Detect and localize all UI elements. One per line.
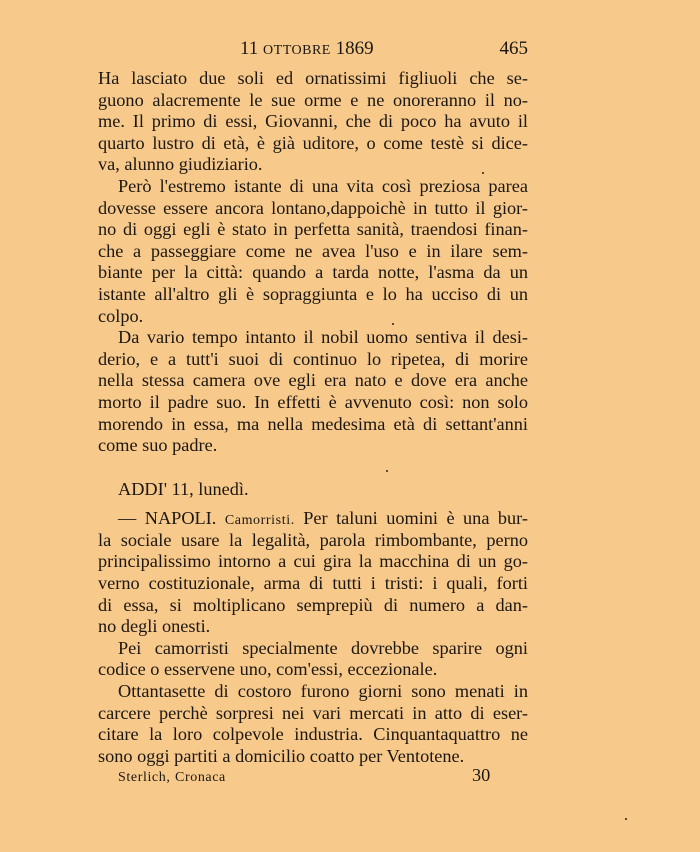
text-line: quarto lustro di età, è già uditore, o come testè si dice- bbox=[98, 132, 528, 153]
page-footer bbox=[98, 765, 528, 787]
text-line: principalissimo intorno a cui gira la macchina di un go- bbox=[98, 551, 528, 572]
text-line: colpo. bbox=[98, 305, 144, 326]
text-line: Da vario tempo intanto il nobil uomo sentiva il desi- bbox=[118, 327, 528, 348]
paragraph bbox=[98, 176, 528, 327]
date-year: 1869 bbox=[335, 38, 374, 59]
text-line: no degli onesti. bbox=[98, 616, 211, 637]
print-speck bbox=[386, 470, 388, 472]
print-speck bbox=[482, 172, 484, 174]
spacer bbox=[98, 500, 528, 508]
text-line: biante per la città: quando a tarda notte, l'asma da un bbox=[98, 262, 528, 283]
running-head bbox=[98, 38, 528, 64]
text-line: va, alunno giudiziario. bbox=[98, 154, 263, 175]
text-line: guono alacremente le sue orme e ne onoreranno il no- bbox=[98, 89, 528, 110]
text-line: la sociale usare la legalità, parola rimbombante, perno bbox=[98, 529, 528, 550]
news-topic: Camorristi. bbox=[224, 513, 295, 529]
text-line: morto il padre suo. In effetti è avvenuto così: non solo bbox=[98, 391, 528, 412]
footer-work: Cronaca bbox=[175, 770, 226, 785]
signature-number: 30 bbox=[472, 765, 491, 785]
text-line: no di oggi egli è stato in perfetta sanità, traendosi finan- bbox=[98, 219, 528, 240]
text-line: che a passeggiare come ne avea l'uso e in ilare sem- bbox=[98, 240, 528, 261]
text-line: derio, e a tutt'i suoi di continuo lo ripetea, di morire bbox=[98, 348, 528, 369]
text-line: Pei camorristi specialmente dovrebbe sparire ogni bbox=[118, 637, 528, 658]
footer-author: Sterlich, bbox=[118, 770, 171, 785]
text-line: verno costituzionale, arma di tutti i tristi: i quali, forti bbox=[98, 573, 528, 594]
paragraph bbox=[98, 68, 528, 176]
text-line: di essa, si moltiplicano semprepiù di numero a dan- bbox=[98, 594, 528, 615]
body-text bbox=[98, 68, 528, 767]
paragraph bbox=[98, 638, 528, 681]
print-speck bbox=[392, 323, 394, 325]
text-line: nella stessa camera ove egli era nato e dove era anche bbox=[98, 370, 528, 391]
paragraph bbox=[98, 327, 528, 457]
footer-title bbox=[118, 765, 226, 786]
text-line: dovesse essere ancora lontano,dappoichè in tutto il gior- bbox=[98, 197, 528, 218]
text-line: come suo padre. bbox=[98, 435, 218, 456]
date-heading: ADDI' 11, lunedì. bbox=[118, 478, 249, 499]
paragraph bbox=[98, 681, 528, 767]
text-line: codice o esservene uno, com'essi, eccezionale. bbox=[98, 659, 438, 680]
text-line: Ha lasciato due soli ed ornatissimi figliuoli che se- bbox=[98, 68, 528, 88]
text-line: carcere perchè sorpresi nei vari mercati in atto di eser- bbox=[98, 702, 528, 723]
text-line: Però l'estremo istante di una vita così preziosa parea bbox=[118, 175, 528, 196]
text-line: Ottantasette di costoro furono giorni sono menati in bbox=[118, 681, 528, 702]
news-first-line-rest: Per taluni uomini è una bur- bbox=[303, 508, 528, 529]
page-number: 465 bbox=[499, 38, 528, 59]
date-month: OTTOBRE bbox=[263, 43, 331, 58]
text-line: me. Il primo di essi, Giovanni, che di poco ha avuto il bbox=[98, 111, 528, 132]
news-paragraph bbox=[98, 508, 528, 638]
text-line: citare la loro colpevole industria. Cinquantaquattro ne bbox=[98, 724, 528, 745]
news-first-line bbox=[98, 508, 528, 530]
running-head-date bbox=[240, 38, 374, 60]
date-day: 11 bbox=[240, 38, 259, 59]
news-place: — NAPOLI. bbox=[118, 508, 217, 529]
text-line: sono oggi partiti a domicilio coatto per Ventotene. bbox=[98, 745, 465, 766]
print-speck bbox=[625, 818, 627, 820]
text-line: istante all'altro gli è sopraggiunta e lo ha ucciso di un bbox=[98, 283, 528, 304]
text-line: morendo in essa, ma nella medesima età di settant'anni bbox=[98, 413, 528, 434]
